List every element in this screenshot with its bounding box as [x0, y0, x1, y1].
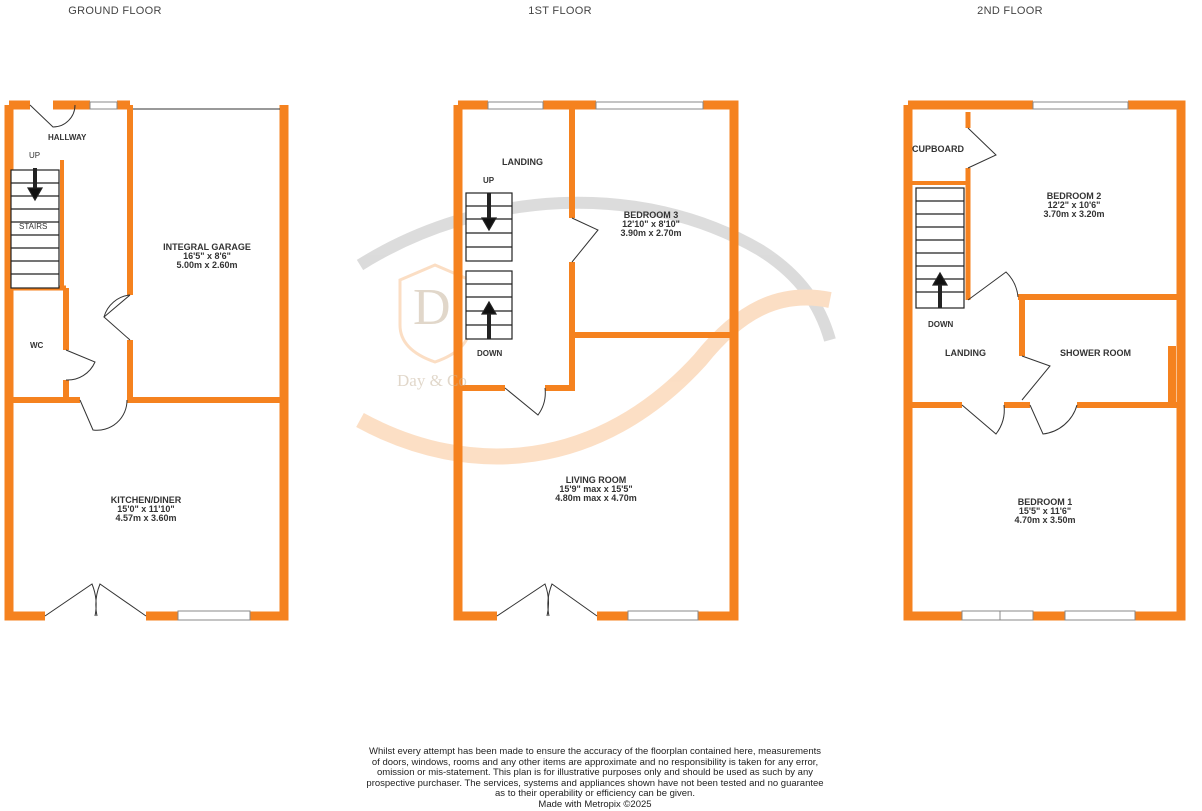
first-floor-title: 1ST FLOOR	[528, 5, 592, 17]
second-floor-plan	[908, 105, 1181, 616]
first-window-top-left	[488, 102, 543, 109]
bedroom1-metric: 4.70m x 3.50m	[1014, 515, 1076, 525]
disclaimer-line: Whilst every attempt has been made to ensure the accuracy of the floorplan contained here, measurements	[368, 746, 822, 757]
bedroom1-imperial: 15'5" x 11'6"	[1018, 506, 1072, 516]
garage-imperial: 16'5" x 8'6"	[183, 251, 231, 261]
second-floor-title: 2ND FLOOR	[977, 5, 1043, 17]
bedroom3-label	[620, 211, 681, 238]
wc-label: WC	[30, 341, 44, 350]
first-stairs	[466, 193, 512, 339]
kitchen-label	[111, 496, 182, 523]
garage-label	[163, 243, 251, 270]
kitchen-imperial: 15'0" x 11'10"	[117, 504, 175, 514]
disclaimer-credit: Made with Metropix ©2025	[538, 798, 652, 810]
second-down-label: DOWN	[928, 320, 954, 329]
shower-room-label: SHOWER ROOM	[1060, 348, 1131, 358]
bedroom2-imperial: 12'2" x 10'6"	[1047, 200, 1101, 210]
second-window-bottom-left	[962, 611, 1000, 620]
disclaimer-line: as to their operability or efficiency can be given.	[495, 788, 695, 799]
second-landing-label: LANDING	[945, 348, 986, 358]
living-room-metric: 4.80m max x 4.70m	[555, 493, 637, 503]
bedroom3-imperial: 12'10" x 8'10"	[622, 219, 680, 229]
bedroom2-metric: 3.70m x 3.20m	[1043, 209, 1105, 219]
disclaimer-line: omission or mis-statement. This plan is for illustrative purposes only and should be used as such by any	[377, 767, 813, 778]
disclaimer	[355, 747, 835, 810]
bedroom1-name: BEDROOM 1	[1017, 497, 1073, 507]
ground-window-top	[90, 102, 117, 109]
cupboard-label: CUPBOARD	[912, 144, 965, 154]
first-down-label: DOWN	[477, 349, 503, 358]
bedroom3-metric: 3.90m x 2.70m	[620, 228, 682, 238]
first-landing-label: LANDING	[502, 157, 543, 167]
ground-floor-title: GROUND FLOOR	[68, 5, 162, 17]
second-window-bottom-mid	[1000, 611, 1033, 620]
garage-metric: 5.00m x 2.60m	[176, 260, 238, 270]
second-doors	[962, 128, 1077, 434]
ground-up-label: UP	[29, 151, 41, 160]
watermark-logo: D	[413, 279, 451, 336]
living-room-name: LIVING ROOM	[565, 475, 627, 485]
living-room-label	[555, 476, 637, 503]
bedroom1-label	[1014, 498, 1075, 525]
disclaimer-line: of doors, windows, rooms and any other items are approximate and no responsibility is taken for any error,	[371, 756, 819, 768]
second-window-bottom-right	[1065, 611, 1135, 620]
hallway-label: HALLWAY	[48, 133, 87, 142]
disclaimer-line: prospective purchaser. The services, systems and appliances shown have not been tested and no guarantee	[366, 777, 824, 789]
kitchen-name: KITCHEN/DINER	[110, 495, 182, 505]
bedroom2-label	[1043, 192, 1104, 219]
ground-window-bottom	[178, 611, 250, 620]
kitchen-metric: 4.57m x 3.60m	[115, 513, 177, 523]
garage-name: INTEGRAL GARAGE	[163, 242, 251, 252]
bedroom2-name: BEDROOM 2	[1046, 191, 1102, 201]
bedroom3-name: BEDROOM 3	[623, 210, 679, 220]
first-up-label: UP	[483, 176, 495, 185]
second-stairs	[916, 188, 964, 308]
first-window-bottom	[628, 611, 698, 620]
living-room-imperial: 15'9" max x 15'5"	[559, 484, 633, 494]
first-window-top-right	[596, 102, 703, 109]
second-window-top	[1033, 102, 1128, 109]
watermark-brand: Day & Co	[397, 371, 467, 390]
stairs-label: STAIRS	[19, 222, 48, 231]
